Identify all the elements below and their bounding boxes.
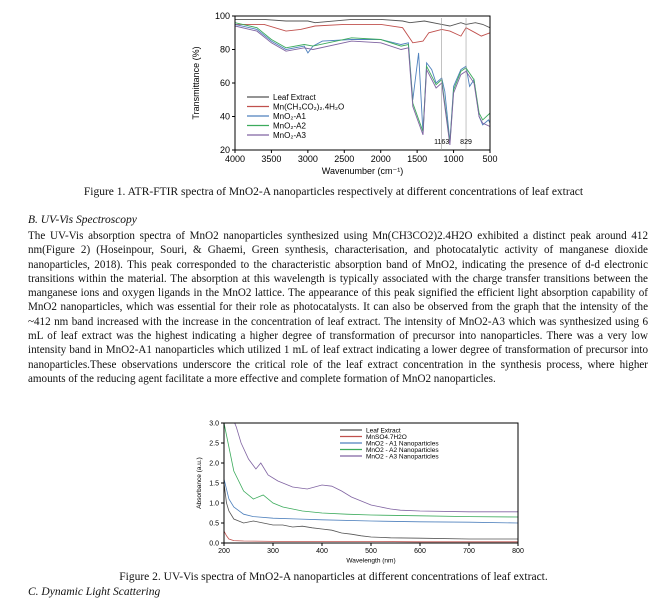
legend-entry: MnO2 - A3 Nanoparticles bbox=[366, 453, 439, 461]
section-c-heading: C. Dynamic Light Scattering bbox=[28, 586, 161, 598]
x-tick-label: 500 bbox=[482, 154, 498, 164]
y-tick-label: 1.5 bbox=[209, 480, 219, 488]
legend-entry: MnO2 - A1 Nanoparticles bbox=[366, 440, 439, 448]
x-tick-label: 2500 bbox=[334, 154, 355, 164]
y-tick-label: 0.0 bbox=[209, 540, 219, 548]
x-tick-label: 3000 bbox=[297, 154, 318, 164]
x-tick-label: 700 bbox=[463, 548, 475, 555]
y-tick-label: 2.5 bbox=[209, 440, 219, 448]
figure-1 bbox=[187, 4, 507, 180]
x-tick-label: 4000 bbox=[224, 154, 246, 164]
annotation-label: 829 bbox=[460, 139, 472, 146]
legend-entry: Leaf Extract bbox=[366, 427, 401, 435]
y-tick-label: 40 bbox=[219, 111, 230, 122]
legend-entry: MnO₂-A3 bbox=[273, 130, 306, 140]
y-tick-label: 80 bbox=[219, 44, 230, 55]
legend-entry: Leaf Extract bbox=[273, 92, 316, 102]
legend-entry: MnO₂-A1 bbox=[273, 111, 306, 121]
y-tick-label: 20 bbox=[219, 145, 230, 156]
y-axis-label: Absorbance (a.u.) bbox=[196, 457, 203, 509]
x-tick-label: 2000 bbox=[370, 154, 391, 164]
series-line-1 bbox=[235, 19, 490, 27]
y-tick-label: 100 bbox=[214, 11, 230, 22]
y-axis-label: Transmittance (%) bbox=[191, 46, 201, 120]
uvvis-chart bbox=[192, 417, 528, 565]
x-axis-label: Wavelength (nm) bbox=[346, 557, 396, 565]
series-line-1 bbox=[224, 483, 518, 539]
x-axis-label: Wavenumber (cm⁻¹) bbox=[321, 166, 404, 176]
x-tick-label: 800 bbox=[512, 548, 524, 555]
y-tick-label: 2.0 bbox=[209, 460, 219, 468]
x-tick-label: 400 bbox=[316, 548, 328, 555]
legend-entry: MnO2 - A2 Nanoparticles bbox=[366, 446, 439, 454]
y-tick-label: 1.0 bbox=[209, 500, 219, 508]
x-tick-label: 1000 bbox=[443, 154, 464, 164]
x-tick-label: 200 bbox=[218, 548, 230, 555]
x-tick-label: 300 bbox=[267, 548, 279, 555]
y-tick-label: 0.5 bbox=[209, 520, 219, 528]
x-tick-label: 3500 bbox=[261, 154, 282, 164]
x-tick-label: 600 bbox=[414, 548, 426, 555]
x-tick-label: 500 bbox=[365, 548, 377, 555]
annotation-label: 1163 bbox=[434, 139, 450, 146]
x-tick-label: 1500 bbox=[407, 154, 428, 164]
legend-entry: Mn(CH₃CO₂)₂.4H₂O bbox=[273, 102, 345, 112]
figure-2-caption: Figure 2. UV-Vis spectra of MnO2-A nanoparticles at different concentrations of leaf extract. bbox=[119, 571, 548, 583]
ftir-chart bbox=[187, 4, 507, 180]
legend-entry: MnO₂-A2 bbox=[273, 121, 306, 131]
y-tick-label: 60 bbox=[219, 78, 230, 89]
series-line-2 bbox=[224, 531, 518, 542]
section-b-paragraph: The UV-Vis absorption spectra of MnO2 nanoparticles synthesized using Mn(CH3CO2)2.4H2O exhibited a distinct peak around 412 nm(Figure 2) (Hoseinpour, Souri, & Ghaemi, Green synthesis, characterisation, and photocatalytic activity of manganese dioxide nanoparticles, 2018). This peak corresponded to the characteristic absorption band of MnO2, indicating the presence of d-d electronic transitions within the material. The absorption at this wavelength is typically associated with the charge transfer transitions between the manganese ions and oxygen ligands in the MnO2 lattice. The appearance of this peak signified the efficient light absorption capability of MnO2 nanoparticles, which was essential for their role as photocatalysts. It can also be observed from the graph that the intensity of the ~412 nm band increased with the increase in the concentration of leaf extract. The intensity of MnO2-A3 which was synthesized using 6 mL of leaf extract was the highest indicating a higher degree of transformation of precursor into nanoparticles. There was a very low intensity band in MnO2-A1 nanoparticles which utilized 1 mL of leaf extract indicating a lower degree of transformation of precursor into nanoparticles.These observations underscore the critical role of the leaf extract concentration in the synthesis process, where higher amounts of the reducing agent facilitate a more effective and complete formation of MnO2 nanoparticles. bbox=[28, 230, 648, 385]
section-b-heading: B. UV-Vis Spectroscopy bbox=[28, 214, 137, 226]
y-tick-label: 3.0 bbox=[209, 420, 219, 428]
figure-1-caption: Figure 1. ATR-FTIR spectra of MnO2-A nanoparticles respectively at different concentrations of leaf extract bbox=[83, 186, 584, 198]
legend-entry: MnSO4.7H2O bbox=[366, 433, 407, 441]
figure-2 bbox=[192, 417, 528, 565]
